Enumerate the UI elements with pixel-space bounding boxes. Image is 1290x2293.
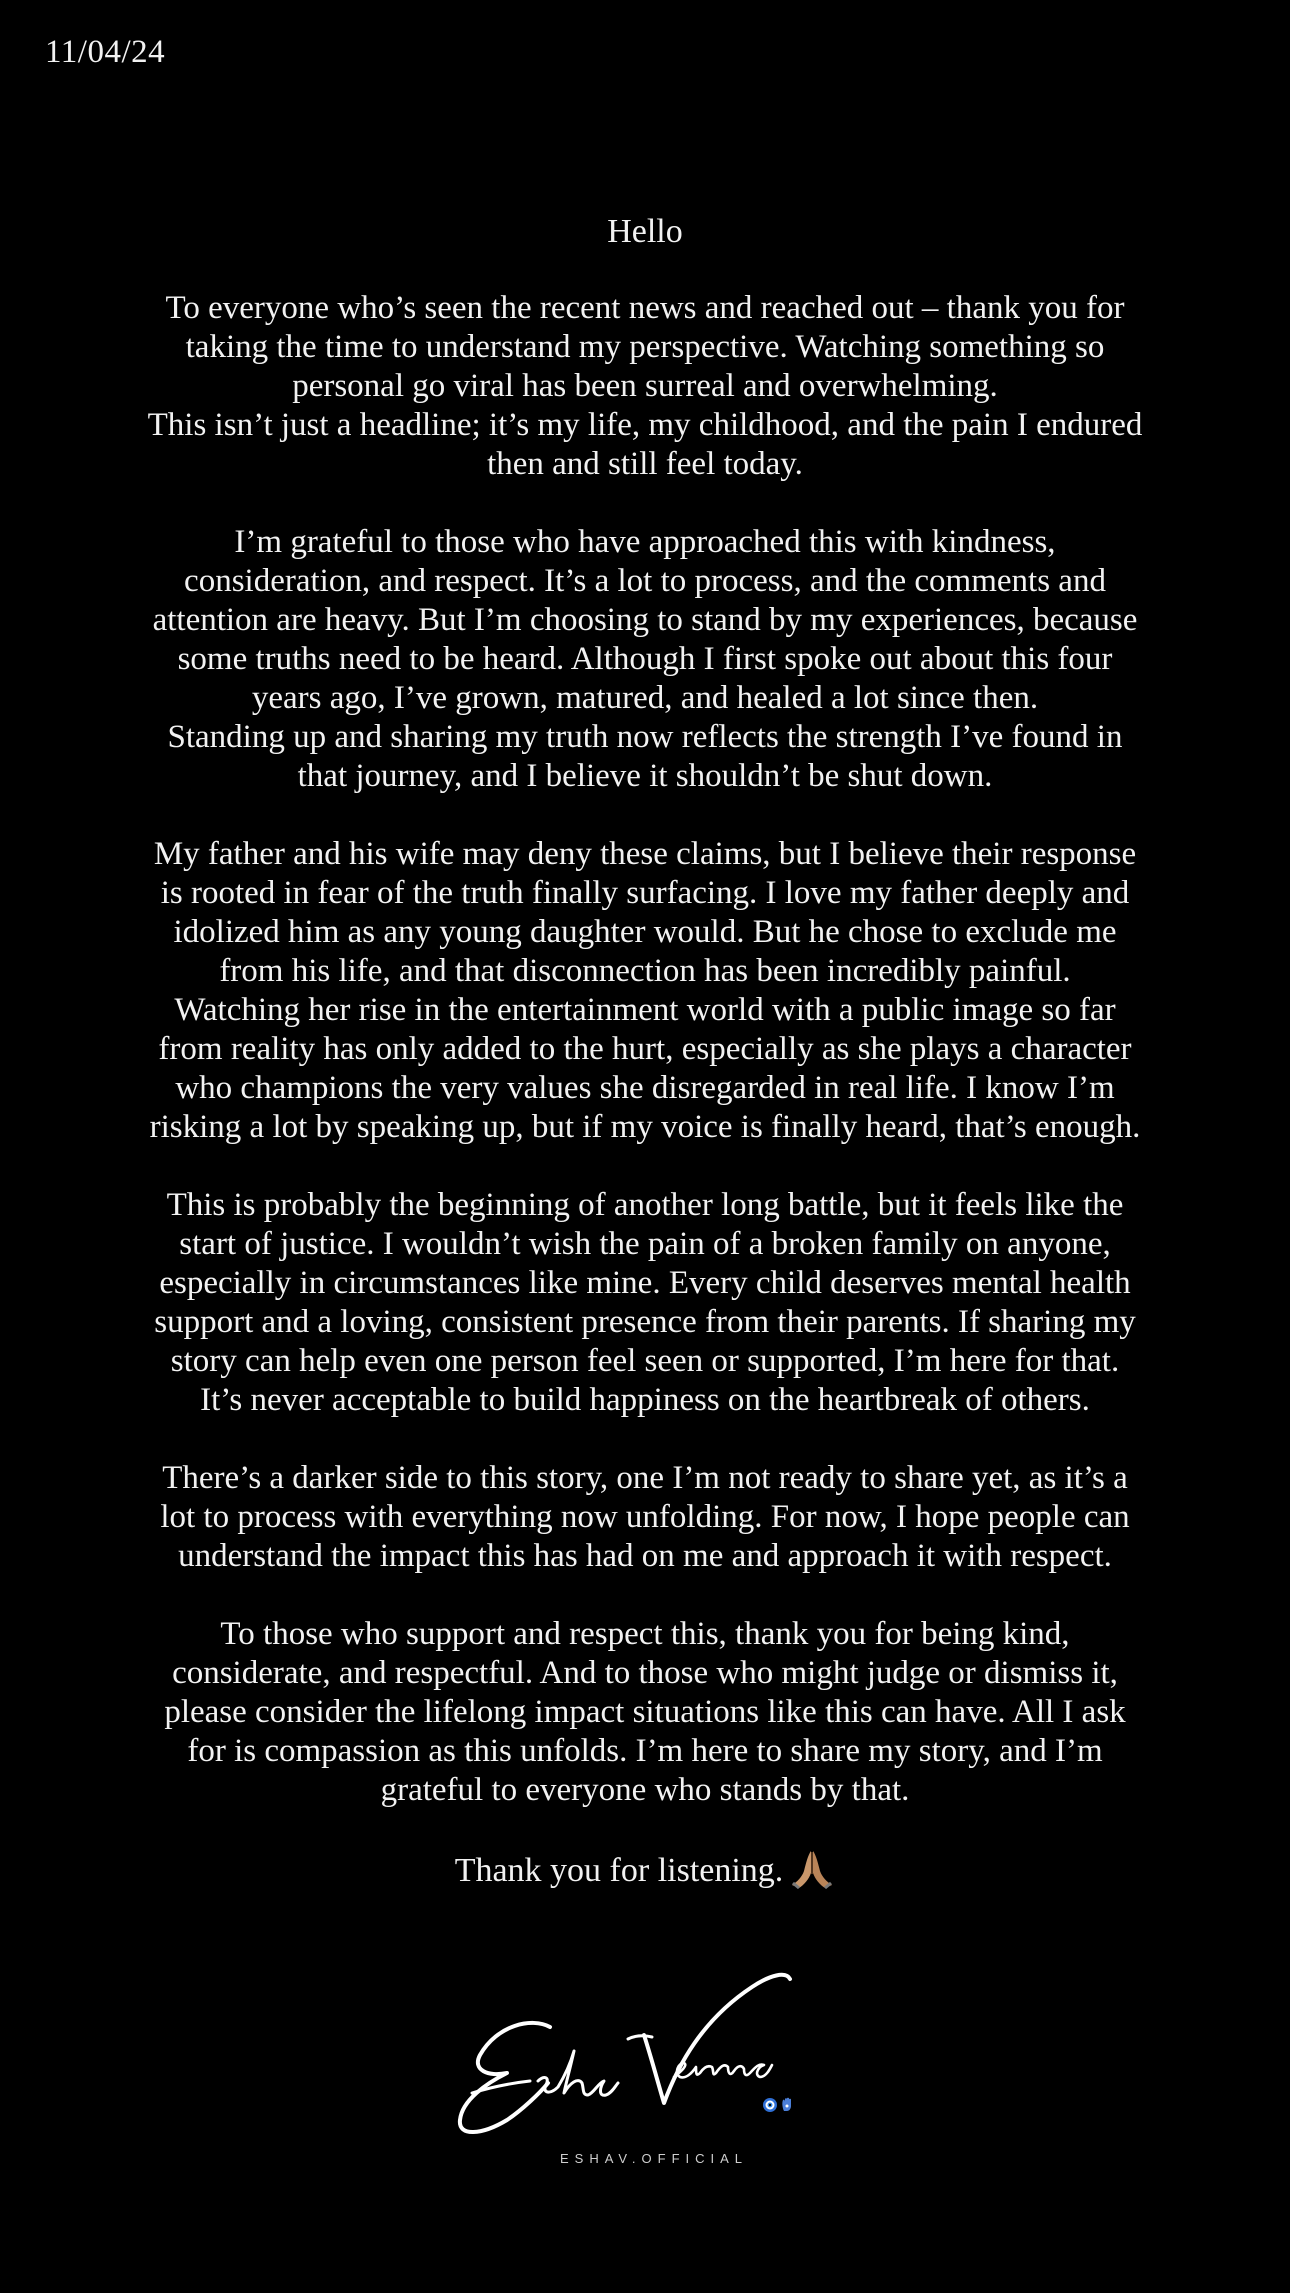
paragraph-line: is rooted in fear of the truth finally surfacing. I love my father deeply and	[160, 875, 1130, 911]
paragraph-line: lot to process with everything now unfolding. For now, I hope people can	[160, 1499, 1130, 1535]
paragraph-line: risking a lot by speaking up, but if my voice is finally heard, that’s enough.	[149, 1109, 1141, 1145]
paragraph-line: that journey, and I believe it shouldn’t be shut down.	[297, 758, 993, 794]
letter-paragraph-3	[95, 835, 1195, 1147]
paragraph-line: support and a loving, consistent presence from their parents. If sharing my	[154, 1304, 1136, 1340]
paragraph-line: attention are heavy. But I’m choosing to stand by my experiences, because	[152, 602, 1138, 638]
letter-paragraph-6	[95, 1615, 1195, 1810]
paragraph-line: idolized him as any young daughter would. But he chose to exclude me	[173, 914, 1117, 950]
signature-script-logo	[452, 1965, 852, 2165]
post-date: 11/04/24	[45, 34, 166, 70]
paragraph-line: I’m grateful to those who have approached this with kindness,	[234, 524, 1056, 560]
letter-greeting: Hello	[607, 213, 683, 250]
paragraph-line: especially in circumstances like mine. Every child deserves mental health	[159, 1265, 1131, 1301]
paragraph-line: To everyone who’s seen the recent news and reached out – thank you for	[165, 290, 1125, 326]
paragraph-line: start of justice. I wouldn’t wish the pain of a broken family on anyone,	[179, 1226, 1111, 1262]
letter-paragraph-4	[95, 1186, 1195, 1420]
paragraph-line: who champions the very values she disregarded in real life. I know I’m	[175, 1070, 1115, 1106]
paragraph-line: It’s never acceptable to build happiness on the heartbreak of others.	[200, 1382, 1090, 1418]
paragraph-line: from his life, and that disconnection has been incredibly painful.	[219, 953, 1071, 989]
paragraph-line: This is probably the beginning of another long battle, but it feels like the	[166, 1187, 1124, 1223]
paragraph-line: then and still feel today.	[487, 446, 803, 482]
paragraph-line: for is compassion as this unfolds. I’m here to share my story, and I’m	[187, 1733, 1103, 1769]
paragraph-line: years ago, I’ve grown, matured, and healed a lot since then.	[251, 680, 1039, 716]
paragraph-line: understand the impact this has had on me and approach it with respect.	[178, 1538, 1112, 1574]
paragraph-line: some truths need to be heard. Although I first spoke out about this four	[177, 641, 1113, 677]
letter-body	[95, 212, 1195, 1890]
paragraph-line: consideration, and respect. It’s a lot to process, and the comments and	[184, 563, 1106, 599]
letter-closing	[95, 1849, 1195, 1890]
letter-paragraphs	[95, 289, 1195, 1810]
signature-handle: ESHAV.OFFICIAL	[560, 2151, 749, 2166]
paragraph-line: There’s a darker side to this story, one I’m not ready to share yet, as it’s a	[162, 1460, 1128, 1496]
paragraph-line: personal go viral has been surreal and overwhelming.	[292, 368, 998, 404]
paragraph-line: considerate, and respectful. And to those who might judge or dismiss it,	[172, 1655, 1118, 1691]
paragraph-line: This isn’t just a headline; it’s my life, my childhood, and the pain I endured	[147, 407, 1143, 443]
folded-hands-icon	[789, 1849, 835, 1889]
evil-eye-hamsa-icon	[762, 2097, 798, 2113]
paragraph-line: from reality has only added to the hurt, especially as she plays a character	[158, 1031, 1132, 1067]
paragraph-line: story can help even one person feel seen or supported, I’m here for that.	[170, 1343, 1120, 1379]
paragraph-line: please consider the lifelong impact situations like this can have. All I ask	[164, 1694, 1126, 1730]
paragraph-line: My father and his wife may deny these claims, but I believe their response	[153, 836, 1137, 872]
signature	[452, 1965, 852, 2175]
letter-paragraph-5	[95, 1459, 1195, 1576]
paragraph-line: Watching her rise in the entertainment world with a public image so far	[174, 992, 1116, 1028]
closing-text: Thank you for listening.	[454, 1852, 784, 1889]
letter-paragraph-1	[95, 289, 1195, 484]
paragraph-line: To those who support and respect this, thank you for being kind,	[220, 1616, 1070, 1652]
paragraph-line: Standing up and sharing my truth now reflects the strength I’ve found in	[167, 719, 1123, 755]
paragraph-line: taking the time to understand my perspective. Watching something so	[185, 329, 1105, 365]
letter-paragraph-2	[95, 523, 1195, 796]
paragraph-line: grateful to everyone who stands by that.	[380, 1772, 910, 1808]
